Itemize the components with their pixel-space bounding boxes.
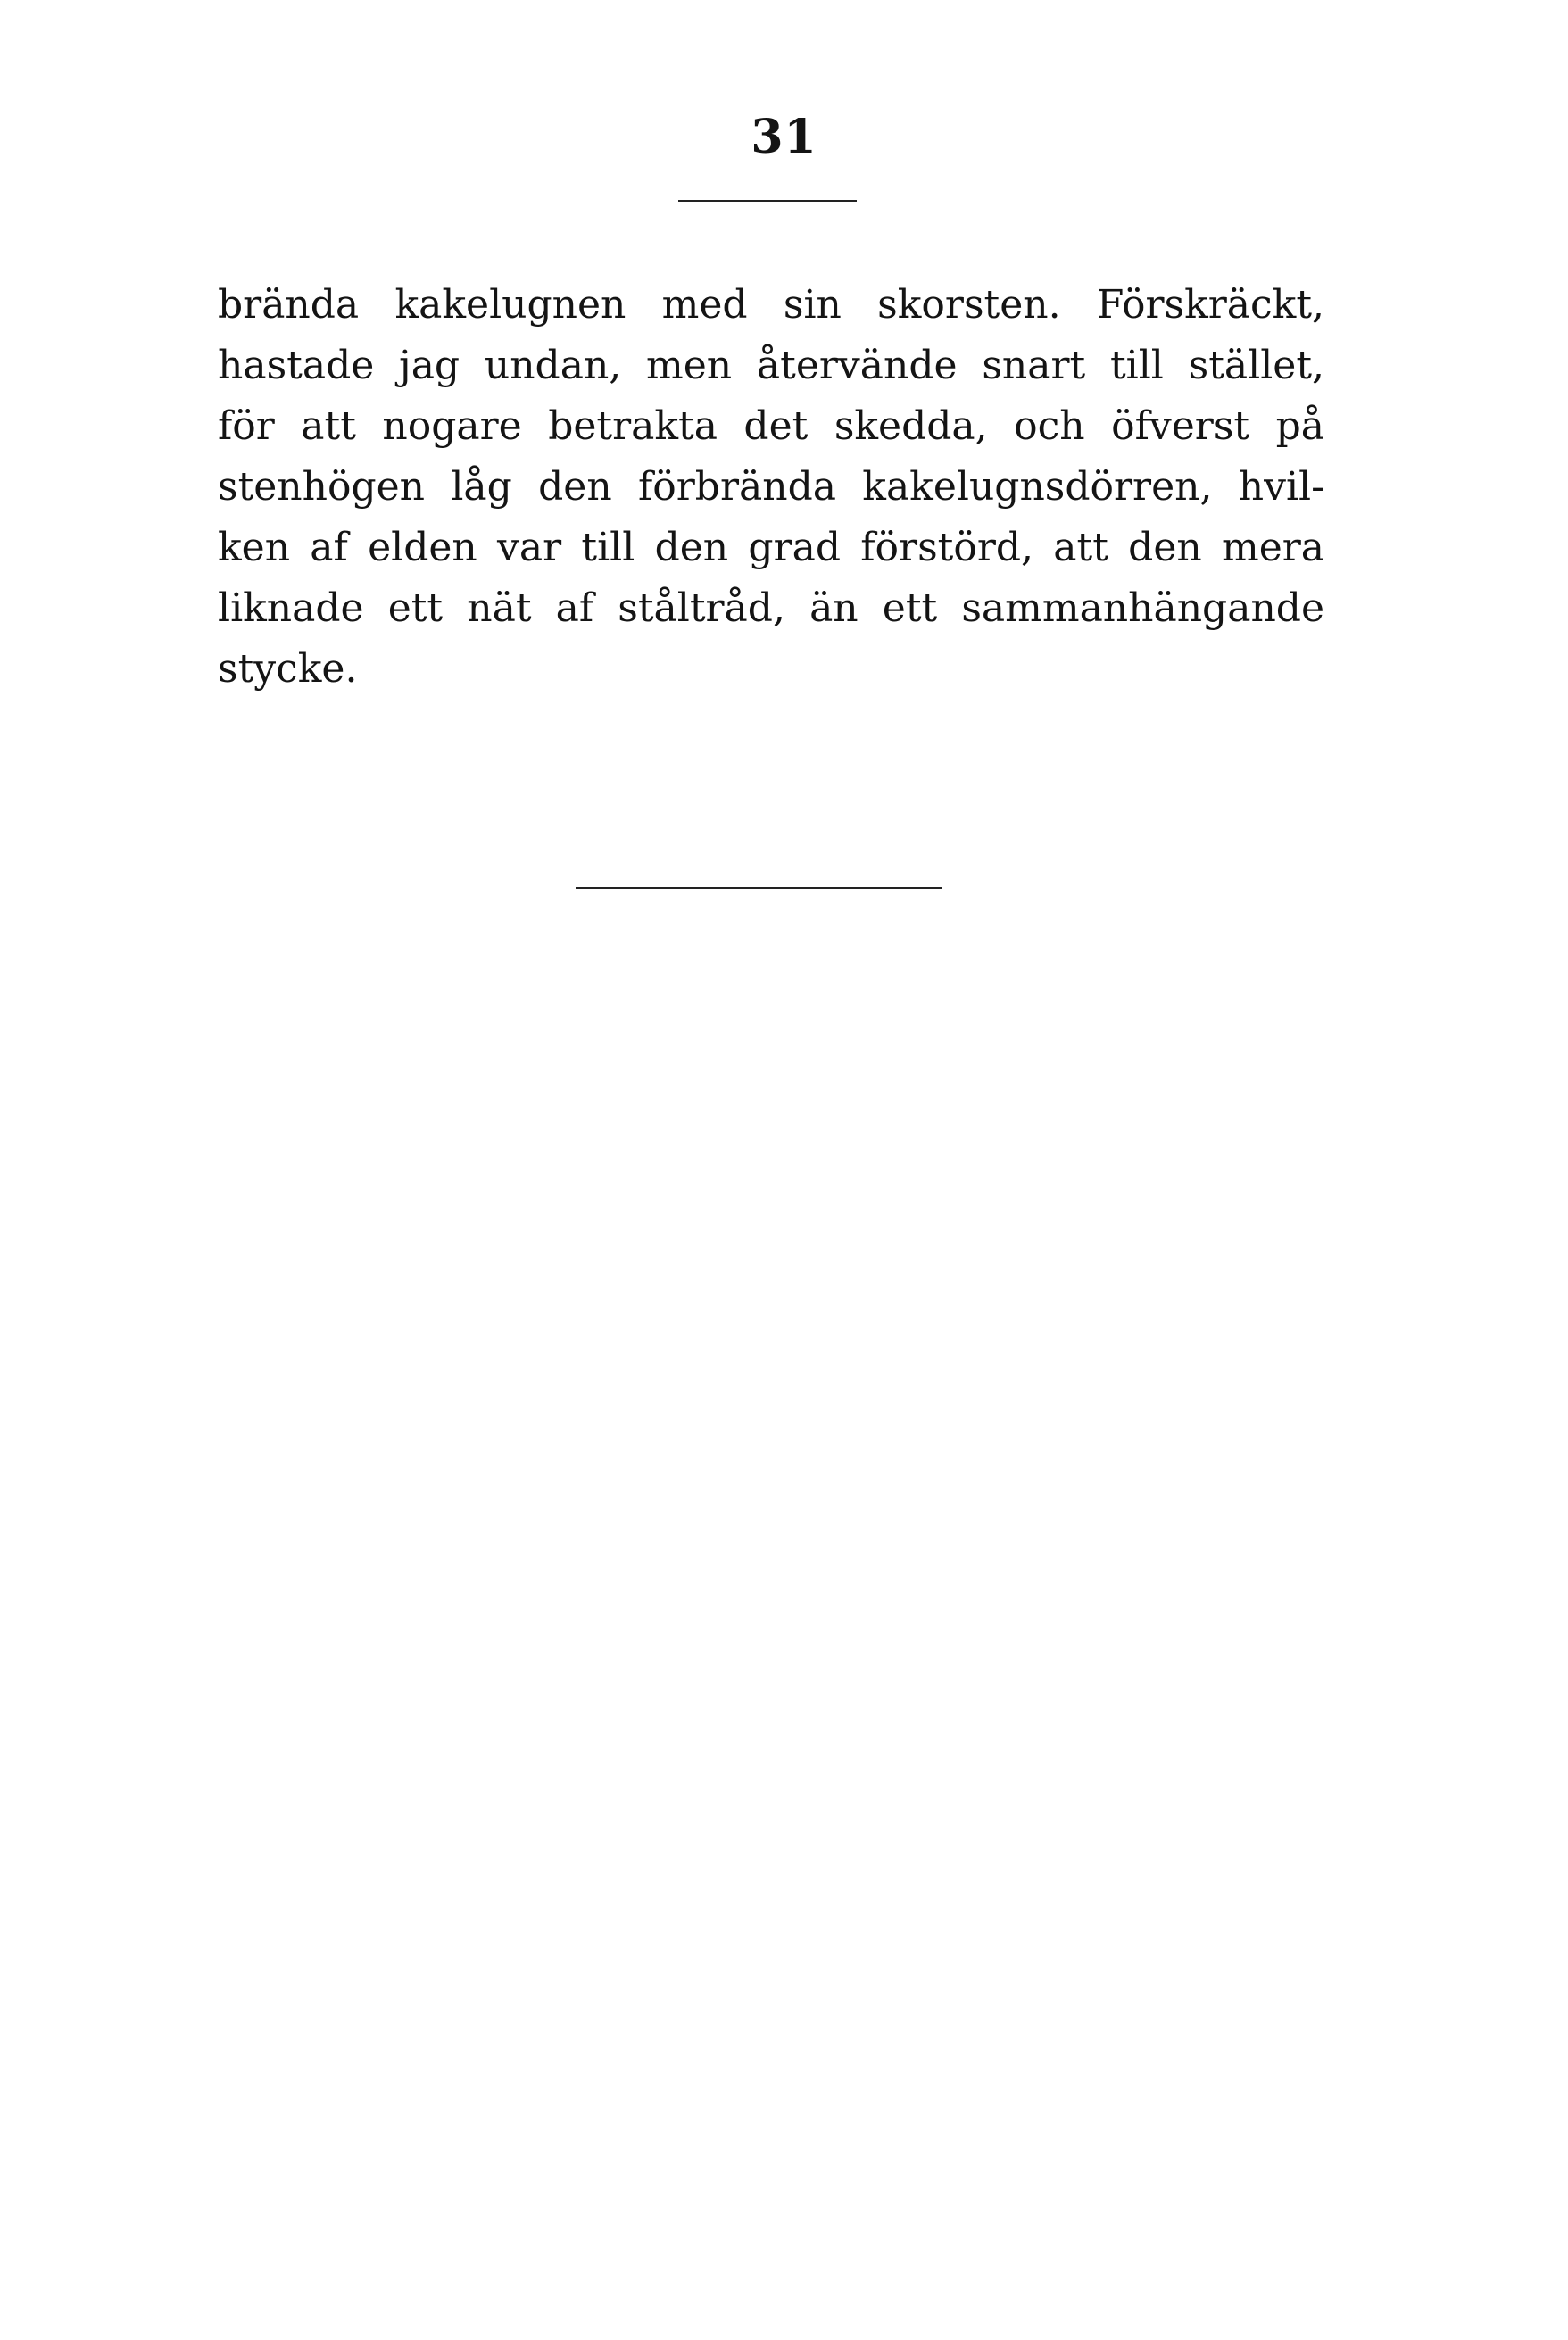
text-line: brända kakelugnen med sin skorsten. Förskräckt,	[218, 282, 1324, 328]
text-line: ken af elden var till den grad förstörd, att den mera	[218, 525, 1324, 570]
header-rule	[678, 200, 857, 202]
paragraph	[218, 275, 1324, 700]
text-line: hastade jag undan, men återvände snart till stället,	[218, 343, 1324, 388]
text-line: liknade ett nät af ståltråd, än ett sammanhängande	[218, 585, 1324, 631]
page-number: 31	[751, 110, 817, 164]
text-line: stenhögen låg den förbrända kakelugnsdörren, hvil-	[218, 464, 1324, 510]
text-line: stycke.	[218, 646, 358, 692]
text-line: för att nogare betrakta det skedda, och öfverst på	[218, 403, 1324, 449]
section-end-rule	[576, 887, 942, 889]
